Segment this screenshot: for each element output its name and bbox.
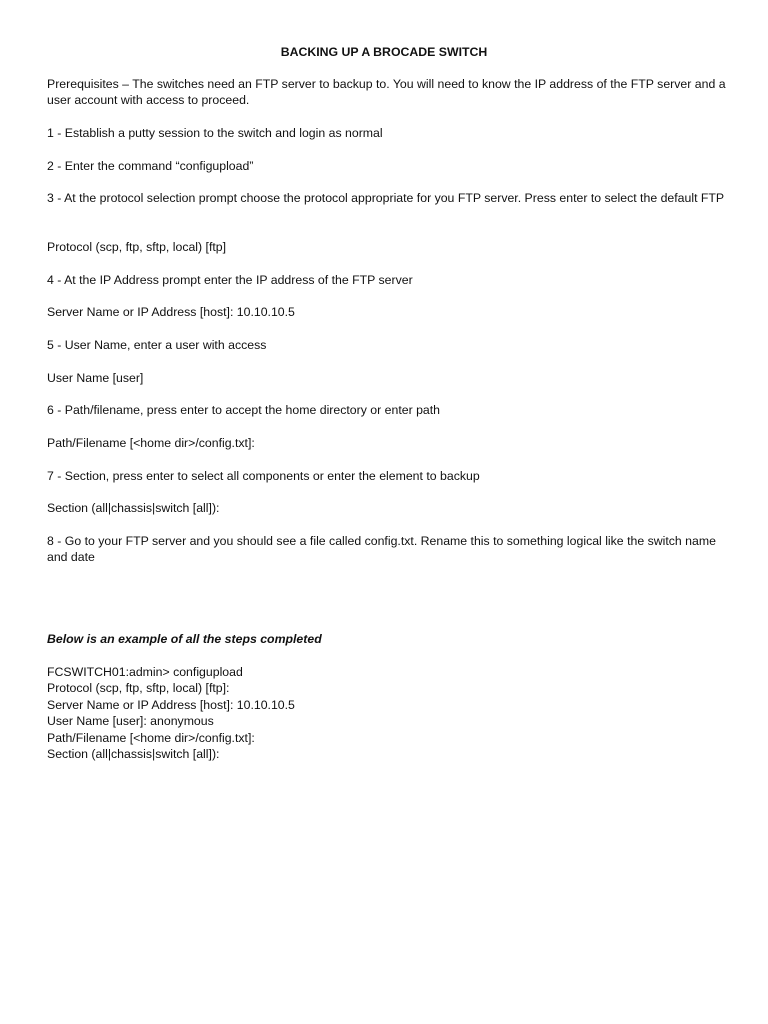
- example-line: Protocol (scp, ftp, sftp, local) [ftp]:: [47, 681, 230, 696]
- example-line: FCSWITCH01:admin> configupload: [47, 665, 243, 679]
- example-line: Server Name or IP Address [host]: 10.10.10.5: [47, 697, 295, 712]
- step-1: 1 - Establish a putty session to the switch and login as normal: [47, 126, 383, 140]
- section-prompt: Section (all|chassis|switch [all]):: [47, 501, 220, 515]
- example-heading: Below is an example of all the steps completed: [47, 632, 322, 646]
- document-title: BACKING UP A BROCADE SWITCH: [280, 45, 488, 59]
- path-prompt: Path/Filename [<home dir>/config.txt]:: [47, 436, 255, 450]
- step-2: 2 - Enter the command “configupload”: [47, 159, 254, 173]
- step-4: 4 - At the IP Address prompt enter the IP address of the FTP server: [47, 273, 413, 287]
- step-7: 7 - Section, press enter to select all components or enter the element to backup: [47, 469, 480, 483]
- server-prompt: Server Name or IP Address [host]: 10.10.10.5: [47, 305, 295, 319]
- protocol-prompt: Protocol (scp, ftp, sftp, local) [ftp]: [47, 240, 227, 254]
- example-line: Section (all|chassis|switch [all]):: [47, 747, 220, 762]
- prerequisites-paragraph: Prerequisites – The switches need an FTP server to backup to. You will need to know the IP address of the FTP server and a user account with access to proceed.: [47, 77, 726, 108]
- step-3: 3 - At the protocol selection prompt choose the protocol appropriate for you FTP server. Press enter to select the default FTP: [47, 191, 725, 205]
- example-line: User Name [user]: anonymous: [47, 714, 214, 729]
- step-6: 6 - Path/filename, press enter to accept the home directory or enter path: [47, 403, 441, 417]
- step-5: 5 - User Name, enter a user with access: [47, 338, 267, 352]
- example-line: Path/Filename [<home dir>/config.txt]:: [47, 730, 255, 745]
- username-prompt: User Name [user]: [47, 371, 144, 385]
- step-8: 8 - Go to your FTP server and you should see a file called config.txt. Rename this to something logical like the switch name and date: [47, 534, 716, 565]
- example-block: [47, 664, 732, 762]
